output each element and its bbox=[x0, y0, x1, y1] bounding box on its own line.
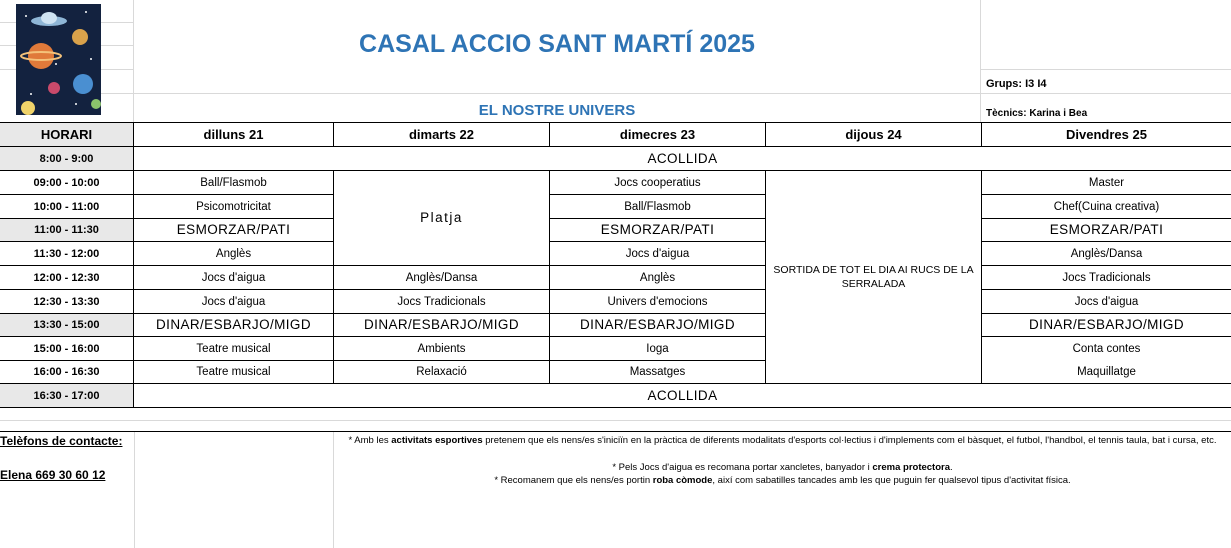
activity-cell: Anglès/Dansa bbox=[1070, 247, 1143, 260]
time-cell: 16:00 - 16:30 bbox=[33, 366, 100, 378]
horari-header: HORARI bbox=[40, 126, 93, 142]
activity-cell: DINAR/ESBARJO/MIGD bbox=[1029, 317, 1184, 332]
note-highlight: roba còmode bbox=[652, 475, 713, 486]
activity-cell: Massatges bbox=[629, 366, 686, 378]
activity-cell: Jocs d'aigua bbox=[201, 271, 266, 284]
activity-cell: DINAR/ESBARJO/MIGD bbox=[580, 317, 735, 332]
grid-line bbox=[101, 45, 133, 46]
grid-line bbox=[101, 93, 1231, 94]
note-text: , així com sabatilles tancades amb les que puguin fer qualsevol tipus d'activitat física. bbox=[712, 475, 1071, 486]
activity-cell: ESMORZAR/PATI bbox=[600, 222, 715, 237]
note-text: . bbox=[950, 462, 953, 473]
time-cell: 12:30 - 13:30 bbox=[33, 295, 100, 308]
time-cell: 15:00 - 16:00 bbox=[33, 342, 100, 355]
time-cell: 11:00 - 11:30 bbox=[34, 224, 99, 236]
acollida-morning: ACOLLIDA bbox=[647, 150, 718, 166]
contact-label: Telèfons de contacte: bbox=[0, 434, 123, 448]
activity-cell: Jocs Tradicionals bbox=[397, 295, 486, 308]
note-highlight: activitats esportives bbox=[391, 435, 483, 446]
grid-line bbox=[0, 420, 1231, 421]
grid-line bbox=[0, 45, 16, 46]
activity-cell: Anglès bbox=[215, 247, 252, 260]
activity-cell: ESMORZAR/PATI bbox=[1049, 222, 1164, 237]
activity-cell: Anglès bbox=[639, 271, 676, 284]
note-text: * Recomanem que els nens/es portin bbox=[494, 475, 653, 486]
activity-cell: Jocs cooperatius bbox=[614, 176, 701, 189]
table-border bbox=[0, 431, 1231, 432]
grid-line bbox=[101, 22, 133, 23]
day-header-divendres: Divendres 25 bbox=[1066, 126, 1147, 142]
activity-cell: ESMORZAR/PATI bbox=[176, 222, 291, 237]
time-cell: 13:30 - 15:00 bbox=[33, 319, 100, 331]
grid-line bbox=[0, 69, 16, 70]
time-cell: 12:00 - 12:30 bbox=[33, 271, 100, 284]
time-cell: 16:30 - 17:00 bbox=[33, 389, 100, 402]
activity-cell: Ioga bbox=[646, 342, 669, 355]
activity-cell: Conta contes bbox=[1072, 342, 1141, 355]
grid-line bbox=[981, 69, 1231, 70]
note-highlight: crema protectora bbox=[872, 462, 951, 473]
time-cell: 09:00 - 10:00 bbox=[33, 176, 100, 189]
contact-person: Elena 669 30 60 12 bbox=[0, 468, 106, 482]
grid-line bbox=[134, 432, 135, 548]
activity-cell: Jocs d'aigua bbox=[1074, 295, 1139, 308]
activity-cell: Anglès/Dansa bbox=[405, 271, 478, 284]
activity-cell-platja: Platja bbox=[420, 210, 463, 225]
activity-cell: DINAR/ESBARJO/MIGD bbox=[364, 317, 519, 332]
day-header-dilluns: dilluns 21 bbox=[203, 126, 264, 142]
note-text: * Pels Jocs d'aigua es recomana portar xancletes, banyador i bbox=[612, 462, 873, 473]
activity-cell: Chef(Cuina creativa) bbox=[1053, 200, 1160, 213]
grid-line bbox=[980, 0, 981, 122]
activity-cell: Teatre musical bbox=[196, 342, 271, 355]
activity-cell: Jocs d'aigua bbox=[201, 295, 266, 308]
note-sports bbox=[334, 434, 1231, 447]
activity-cell: Ball/Flasmob bbox=[624, 200, 691, 213]
day-header-dimarts: dimarts 22 bbox=[408, 126, 475, 142]
activity-cell: Ball/Flasmob bbox=[200, 176, 267, 189]
grid-line bbox=[333, 432, 334, 548]
activity-cell: Univers d'emocions bbox=[607, 295, 708, 308]
groups-label: Grups: I3 I4 bbox=[986, 78, 1047, 90]
acollida-afternoon: ACOLLIDA bbox=[647, 387, 718, 403]
activity-cell: Maquillatge bbox=[1077, 366, 1136, 378]
grid-line bbox=[0, 22, 16, 23]
activity-cell: Psicomotricitat bbox=[196, 200, 271, 213]
activity-cell-sortida: SORTIDA DE TOT EL DIA AI RUCS DE LA SERRALADA bbox=[773, 264, 974, 290]
note-text: pretenem que els nens/es s'iniciïn en la pràctica de diferents modalitats d'esports col·lectius i d'implements com el bàsquet, el futbol, l'handbol, el tennis taula, bat i cursa, etc. bbox=[482, 435, 1217, 446]
day-header-dijous: dijous 24 bbox=[845, 126, 902, 142]
time-cell: 10:00 - 11:00 bbox=[33, 200, 100, 213]
grid-line bbox=[101, 69, 133, 70]
activity-cell: Jocs Tradicionals bbox=[1062, 271, 1151, 284]
activity-cell: Relaxació bbox=[416, 366, 467, 378]
day-header-dimecres: dimecres 23 bbox=[619, 126, 696, 142]
activity-cell: Master bbox=[1088, 176, 1125, 189]
time-cell: 8:00 - 9:00 bbox=[39, 152, 94, 165]
table-border bbox=[0, 407, 1231, 408]
note-clothing bbox=[334, 474, 1231, 487]
tecnics-label: Tècnics: Karina i Bea bbox=[986, 108, 1088, 119]
note-text: * Amb les bbox=[348, 435, 392, 446]
page-title: CASAL ACCIO SANT MARTÍ 2025 bbox=[359, 30, 755, 58]
time-cell: 11:30 - 12:00 bbox=[33, 247, 100, 260]
activity-cell: Jocs d'aigua bbox=[625, 247, 690, 260]
space-logo-image bbox=[16, 4, 101, 115]
activity-cell: Ambients bbox=[417, 342, 466, 355]
note-water-games bbox=[334, 461, 1231, 474]
activity-cell: Teatre musical bbox=[196, 366, 271, 378]
page-subtitle: EL NOSTRE UNIVERS bbox=[478, 102, 636, 119]
activity-cell: DINAR/ESBARJO/MIGD bbox=[156, 317, 311, 332]
